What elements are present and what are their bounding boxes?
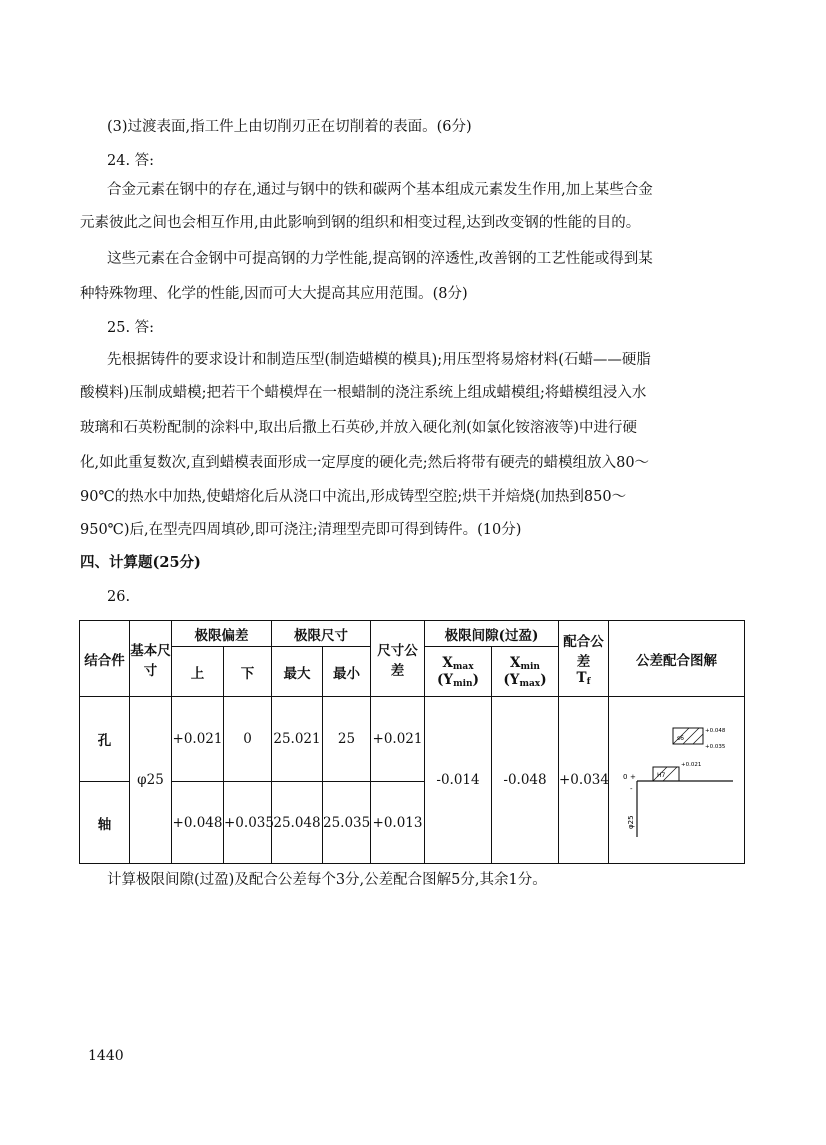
header-min: 最小 — [323, 647, 371, 697]
line-9: 酸模料)压制成蜡模;把若干个蜡模焊在一根蜡制的浇注系统上组成蜡模组;将蜡模组浸入水 — [80, 385, 647, 401]
zero-label: 0 — [623, 773, 628, 781]
shaft-tolerance: +0.013 — [371, 782, 425, 864]
hole-min: 25 — [323, 697, 371, 782]
header-lower: 下 — [224, 647, 272, 697]
hole-upper: +0.021 — [172, 697, 224, 782]
header-basic-size: 基本尺寸 — [130, 621, 172, 697]
xmin-value: -0.048 — [492, 697, 559, 864]
plus-label: + — [630, 773, 636, 781]
line-12: 90℃的热水中加热,使蜡熔化后从浇口中流出,形成铸型空腔;烘干并焙烧(加热到850～ — [80, 489, 627, 505]
minus-label: - — [630, 785, 633, 793]
basic-size-value: φ25 — [130, 697, 172, 864]
fit-tolerance-value: +0.034 — [559, 697, 609, 864]
shaft-max: 25.048 — [272, 782, 323, 864]
tolerance-diagram-svg — [609, 697, 745, 864]
section-heading: 四、计算题(25分) — [80, 554, 201, 571]
shaft-min: 25.035 — [323, 782, 371, 864]
header-size-tolerance: 尺寸公差 — [371, 621, 425, 697]
shaft-lower: +0.035 — [224, 782, 272, 864]
label-0021: +0.021 — [681, 762, 702, 768]
question-number: 26. — [107, 589, 131, 605]
line-11: 化,如此重复数次,直到蜡模表面形成一定厚度的硬化壳;然后将带有硬壳的蜡模组放入80～ — [80, 455, 650, 471]
row-shaft-label: 轴 — [80, 782, 130, 864]
xmax-value: -0.014 — [425, 697, 492, 864]
line-4: 元素彼此之间也会相互作用,由此影响到钢的组织和相变过程,达到改变钢的性能的目的。 — [80, 215, 641, 231]
size-label: φ25 — [627, 815, 635, 829]
header-limit-clearance: 极限间隙(过盈) — [425, 621, 559, 647]
tolerance-diagram — [609, 697, 745, 864]
header-upper: 上 — [172, 647, 224, 697]
label-0048: +0.048 — [705, 728, 726, 734]
row-hole-label: 孔 — [80, 697, 130, 782]
line-6: 种特殊物理、化学的性能,因而可大大提高其应用范围。(8分) — [80, 286, 468, 302]
header-part: 结合件 — [80, 621, 130, 697]
hole-tolerance: +0.021 — [371, 697, 425, 782]
hole-max: 25.021 — [272, 697, 323, 782]
line-3: 合金元素在钢中的存在,通过与钢中的铁和碳两个基本组成元素发生作用,加上某些合金 — [107, 182, 653, 198]
label-0035: +0.035 — [705, 744, 726, 750]
line-13: 950℃)后,在型壳四周填砂,即可浇注;清理型壳即可得到铸件。(10分) — [80, 522, 522, 538]
shaft-upper: +0.048 — [172, 782, 224, 864]
hole-code: H7 — [657, 772, 666, 779]
page-number: 1440 — [88, 1048, 124, 1064]
shaft-code: s6 — [677, 735, 684, 742]
hole-lower: 0 — [224, 697, 272, 782]
line-8: 先根据铸件的要求设计和制造压型(制造蜡模的模具);用压型将易熔材料(石蜡——硬脂 — [107, 352, 651, 368]
line-10: 玻璃和石英粉配制的涂料中,取出后撒上石英砂,并放入硬化剂(如氯化铵溶液等)中进行硬 — [80, 420, 638, 436]
header-diagram: 公差配合图解 — [609, 621, 745, 697]
line-2: 24. 答: — [107, 153, 155, 169]
line-1: (3)过渡表面,指工件上由切削刃正在切削着的表面。(6分) — [107, 119, 472, 135]
line-5: 这些元素在合金钢中可提高钢的力学性能,提高钢的淬透性,改善钢的工艺性能或得到某 — [107, 251, 653, 267]
line-7: 25. 答: — [107, 320, 155, 336]
header-xmin: $X_{min}$ $(Y_{max})$ — [492, 647, 559, 697]
header-fit-tolerance: 配合公差 $T_f$ — [559, 621, 609, 697]
header-max: 最大 — [272, 647, 323, 697]
header-limit-size: 极限尺寸 — [272, 621, 371, 647]
header-xmax: $X_{max}$ $(Y_{min})$ — [425, 647, 492, 697]
calculation-table — [79, 620, 745, 864]
header-limit-deviation: 极限偏差 — [172, 621, 272, 647]
scoring-note: 计算极限间隙(过盈)及配合公差每个3分,公差配合图解5分,其余1分。 — [107, 872, 547, 888]
